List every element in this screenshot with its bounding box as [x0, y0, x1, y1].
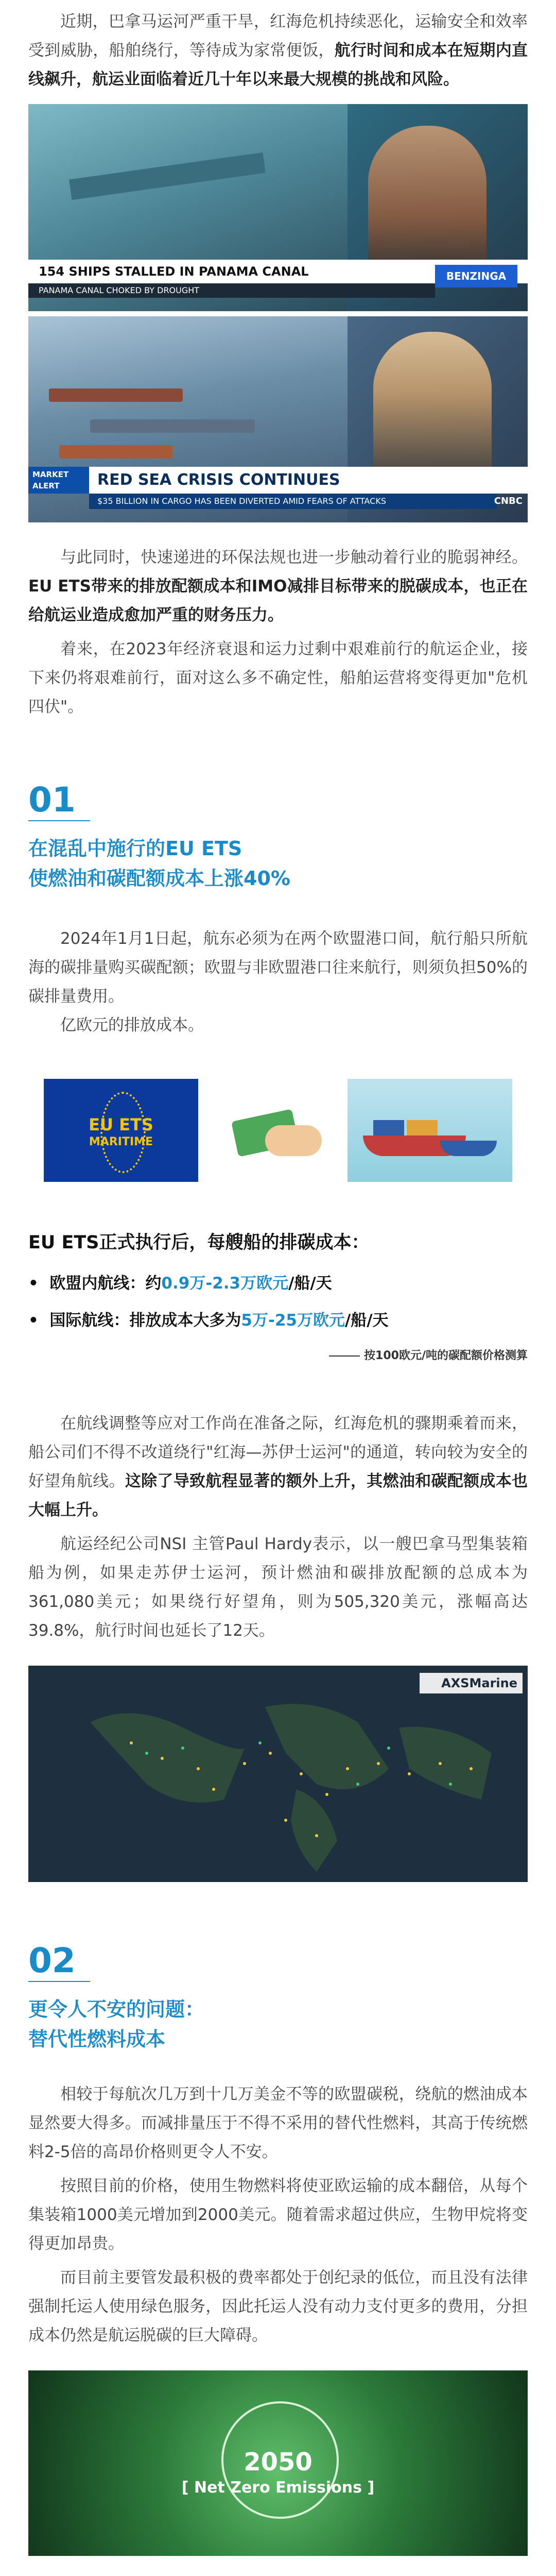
bullet-label: 欧盟内航线：约 — [49, 1274, 162, 1293]
video2-subline: $35 BILLION IN CARGO HAS BEEN DIVERTED AMID FEARS OF ATTACKS — [89, 494, 497, 509]
regulation-lead: 与此同时，快速递进的环保法规也进一步触动着行业的脆弱神经。 — [60, 548, 528, 567]
ship-decor — [59, 445, 172, 459]
eu-flag-text: EU ETS — [89, 1115, 153, 1134]
video2-headline: RED SEA CRISIS CONTINUES — [89, 467, 528, 494]
ship-decor — [90, 419, 255, 433]
cost-box — [28, 1228, 528, 1363]
net-zero-image — [28, 2370, 528, 2556]
bullet-value: 0.9万-2.3万欧元 — [161, 1274, 289, 1293]
section-title-line: 更令人不安的问题： — [28, 1998, 205, 2021]
panama-video-frame — [28, 104, 528, 311]
eu-flag-text: MARITIME — [89, 1136, 153, 1148]
ets-paragraph-tail: 亿欧元的排放成本。 — [60, 1016, 204, 1035]
intro-bold-text: 航行时间和成本在短期内直线飙升，航运业面临着近几十年以来最大规模的挑战和风险。 — [28, 41, 528, 89]
section-number: 01 — [28, 780, 76, 820]
anchor-image — [373, 332, 492, 486]
redsea-video-frame — [28, 316, 528, 522]
section-divider — [28, 1981, 90, 1982]
bullet-dot: • — [28, 1274, 50, 1293]
cargo-ship-image — [348, 1079, 512, 1182]
nsi-paragraph: 航运经纪公司NSI 主管Paul Hardy表示，以一艘巴拿马型集装箱船为例，如果走苏伊士运河，预计燃油和碳排放配额的总成本为361,080美元；如果绕行好望角，则为505,320美元，涨幅高达39.8%，航行时间也延长了12天。 — [28, 1535, 528, 1640]
presenter-image — [368, 126, 486, 280]
shipper-paragraph: 而目前主要管发最积极的费率都处于创纪录的低位，而且没有法律强制托运人使用绿色服务，因此托运人没有动力支付更多的费用，分担成本仍然是航运脱碳的巨大障碍。 — [28, 2268, 528, 2345]
cnbc-logo: CNBC — [494, 496, 523, 506]
cost-bullet-intl — [28, 1307, 528, 1334]
handshake-money-icon — [224, 1105, 332, 1166]
ets-paragraph: 2024年1月1日起，航东必须为在两个欧盟港口间，航行船只所航海的碳排量购买碳配额；欧盟与非欧盟港口往来航行，则须负担50%的碳排量费用。 — [28, 929, 528, 1006]
eu-ets-illustration — [28, 1058, 528, 1202]
bullet-unit: /船/天 — [344, 1311, 389, 1330]
ship-decor — [49, 388, 183, 402]
market-alert-tag: MARKET ALERT — [28, 467, 89, 494]
map-brand: AXSMarine — [441, 1676, 517, 1690]
section-title — [28, 834, 528, 893]
bullet-dot: • — [28, 1311, 50, 1330]
cost-footnote-text: 按100欧元/吨的碳配额价格测算 — [364, 1349, 528, 1362]
intro-text: 近期，巴拿马运河严重干旱，红海危机持续恶化，运输安全和效率受到威胁，船舶绕行，等待成为家常便饭， — [28, 12, 528, 60]
outlook-paragraph: 着来，在2023年经济衰退和运力过剩中艰难前行的航运企业，接下来仍将艰难前行，面对这么多不确定性，船舶运营将变得更加"危机四伏"。 — [28, 640, 528, 716]
shipping-route-map — [28, 1666, 528, 1882]
world-map-image — [28, 1666, 528, 1882]
video1-headline: 154 SHIPS STALLED IN PANAMA CANAL — [28, 260, 528, 283]
section-divider — [28, 820, 90, 821]
intro-paragraph — [28, 7, 528, 94]
bullet-label: 国际航线：排放成本大多为 — [49, 1311, 241, 1330]
biofuel-paragraph: 按照目前的价格，使用生物燃料将使亚欧运输的成本翻倍，从每个集装箱1000美元增加到2000美元。随着需求超过供应，生物甲烷将变得更加昂贵。 — [28, 2177, 528, 2253]
regulation-bold: EU ETS带来的排放配额成本和IMO减排目标带来的脱碳成本，也正在给航运业造成愈加严重的财务压力。 — [28, 577, 528, 624]
section-number: 02 — [28, 1941, 76, 1980]
bullet-value: 5万-25万欧元 — [241, 1311, 345, 1330]
regulation-paragraph — [28, 543, 528, 630]
net-zero-label: [ Net Zero Emissions ] — [181, 2479, 375, 2497]
redsea-text: 在航线调整等应对工作尚在准备之际，红海危机的骤期乘着而来，船公司们不得不改道绕行"红海—苏伊士运河"的通道，转向较为安全的好望角航线。 — [28, 1414, 528, 1490]
cost-box-title: EU ETS正式执行后，每艘船的排碳成本： — [28, 1232, 370, 1253]
redsea-bold: 这除了导致航程显著的额外上升，其燃油和碳配额成本也大幅上升。 — [28, 1472, 528, 1519]
redsea-paragraph — [28, 1409, 528, 1524]
section-title — [28, 1994, 528, 2054]
fuel-paragraph: 相较于每航次几万到十几万美金不等的欧盟碳税，绕航的燃油成本显然要大得多。而减排量压于不得不采用的替代性燃料，其高于传统燃料2-5倍的高昂价格则更令人不安。 — [28, 2085, 528, 2161]
bullet-unit: /船/天 — [288, 1274, 332, 1293]
section-title-line: 在混乱中施行的EU ETS — [28, 837, 242, 860]
section-title-line: 替代性燃料成本 — [28, 2028, 166, 2050]
star-ring-decor — [100, 1092, 146, 1173]
eu-flag-image — [44, 1079, 198, 1182]
video1-brand: BENZINGA — [435, 265, 517, 287]
cost-bullet-eu — [28, 1269, 528, 1297]
video1-subline: PANAMA CANAL CHOKED BY DROUGHT — [28, 283, 435, 298]
cost-footnote — [28, 1347, 528, 1363]
net-zero-year: 2050 — [244, 2448, 312, 2477]
section-title-line: 使燃油和碳配额成本上涨40% — [28, 867, 290, 890]
